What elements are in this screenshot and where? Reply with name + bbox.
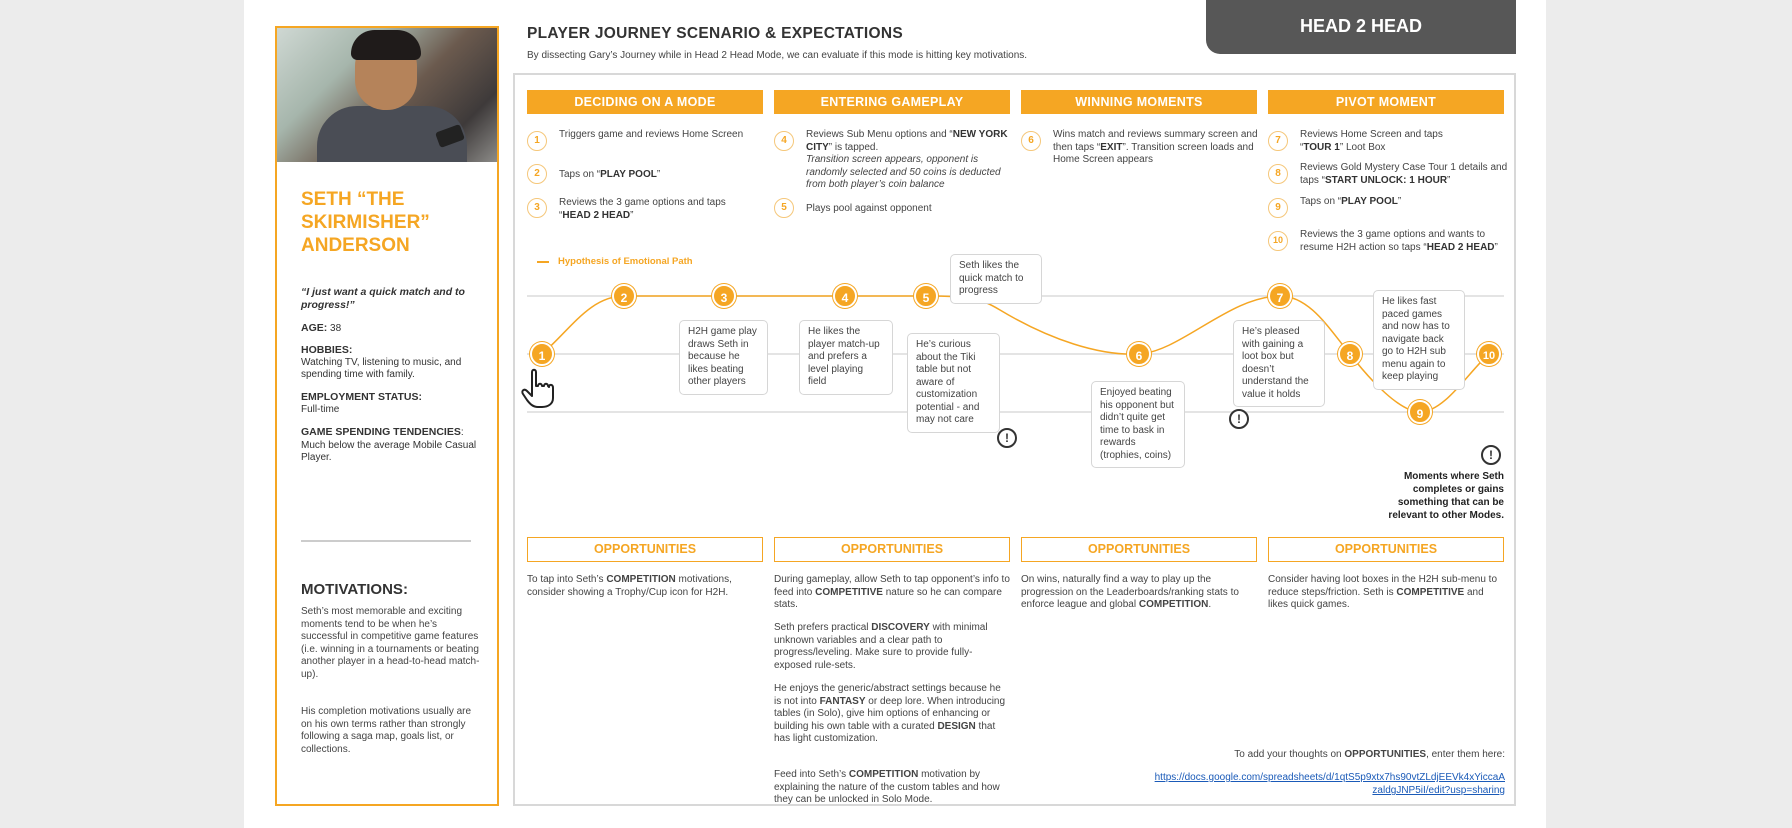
- employment-label: EMPLOYMENT STATUS:: [301, 391, 422, 403]
- step-number: 2: [527, 164, 547, 184]
- path-node-7: 7: [1268, 284, 1292, 308]
- emotion-bubble-5b: He’s curious about the Tiki table but not aware of customization potential - and may not care: [907, 333, 1000, 433]
- motivations-paragraph-1: Seth’s most memorable and exciting moments tend to be when he’s successful in competitive game features (i.e. winning in a tournaments or beating another player in a head-to-head match-up).: [301, 606, 480, 680]
- step-number: 10: [1268, 231, 1288, 251]
- phase-header-winning: WINNING MOMENTS: [1021, 90, 1257, 114]
- age-value: 38: [330, 323, 342, 334]
- step-text: Taps on “PLAY POOL”: [559, 169, 661, 180]
- opportunities-header: OPPORTUNITIES: [1021, 537, 1257, 562]
- path-node-1: 1: [530, 342, 554, 366]
- phase-header-pivot: PIVOT MOMENT: [1268, 90, 1504, 114]
- moments-legend-note: Moments where Seth completes or gains something that can be relevant to other Modes.: [1388, 471, 1504, 521]
- opportunities-header: OPPORTUNITIES: [774, 537, 1010, 562]
- step-text: Reviews Gold Mystery Case Tour 1 details and taps “START UNLOCK: 1 HOUR”: [1300, 162, 1508, 186]
- persona-name: SETH “THE SKIRMISHER” ANDERSON: [301, 189, 430, 256]
- spending-label: GAME SPENDING TENDENCIES: [301, 426, 461, 438]
- path-node-2: 2: [612, 284, 636, 308]
- age-label: AGE:: [301, 322, 328, 334]
- opportunity-text: Feed into Seth’s COMPETITION motivation by explaining the nature of the custom tables and how they can be unlocked in Solo Mode.: [774, 769, 1000, 805]
- step-number: 7: [1268, 131, 1288, 151]
- step-text: Reviews Home Screen and taps “TOUR 1” Loot Box: [1300, 129, 1443, 153]
- emotion-bubble-3: H2H game play draws Seth in because he likes beating other players: [679, 320, 768, 395]
- add-thoughts-note: To add your thoughts on OPPORTUNITIES, enter them here:: [1234, 749, 1505, 760]
- hobbies-value: Watching TV, listening to music, and spending time with family.: [301, 356, 462, 380]
- emotion-bubble-9: He likes fast paced games and now has to navigate back go to H2H sub menu again to keep playing: [1373, 290, 1465, 390]
- motivations-title: MOTIVATIONS:: [301, 581, 408, 598]
- opportunity-text: He enjoys the generic/abstract settings because he is not into FANTASY or deep lore. When introducing tables (in Solo), give him options of enhancing or building his own table with a curated DESIGN that has light customization.: [774, 683, 1006, 744]
- emotional-path-legend: Hypothesis of Emotional Path: [558, 256, 693, 267]
- step-number: 3: [527, 198, 547, 218]
- step-text: Taps on “PLAY POOL”: [1300, 196, 1402, 207]
- opportunity-text: During gameplay, allow Seth to tap opponent’s info to feed into COMPETITIVE nature so he can compare stats.: [774, 574, 1010, 610]
- spending-value: Much below the average Mobile Casual Player.: [301, 439, 477, 463]
- opportunity-text: Seth prefers practical DISCOVERY with minimal unknown variables and a clear path to progress/leveling. Make sure to provide fully-exposed rule-sets.: [774, 622, 988, 671]
- step-text: Reviews Sub Menu options and “NEW YORK CITY” is tapped. Transition screen appears, opponent is randomly selected and 50 coins is deducted from both player’s coin balance: [806, 129, 1008, 190]
- emotion-bubble-4: He likes the player match-up and prefers a level playing field: [799, 320, 893, 395]
- step-text: Wins match and reviews summary screen and then taps “EXIT”. Transition screen loads and Home Screen appears: [1053, 129, 1258, 165]
- path-node-10: 10: [1477, 342, 1501, 366]
- step-number: 4: [774, 131, 794, 151]
- mode-tab: HEAD 2 HEAD: [1206, 0, 1516, 54]
- step-text: Reviews the 3 game options and taps “HEAD 2 HEAD”: [559, 197, 726, 221]
- hand-pointer-icon: [520, 368, 556, 408]
- page-title: PLAYER JOURNEY SCENARIO & EXPECTATIONS: [527, 25, 904, 42]
- exclamation-icon: !: [1481, 445, 1501, 465]
- path-node-5: 5: [914, 284, 938, 308]
- path-node-3: 3: [712, 284, 736, 308]
- page-subtitle: By dissecting Gary’s Journey while in Head 2 Head Mode, we can evaluate if this mode is hitting key motivations.: [527, 50, 1028, 61]
- step-number: 6: [1021, 131, 1041, 151]
- opportunities-header: OPPORTUNITIES: [1268, 537, 1504, 562]
- hobbies-label: HOBBIES:: [301, 344, 353, 356]
- path-node-8: 8: [1338, 342, 1362, 366]
- step-text: Plays pool against opponent: [806, 203, 932, 214]
- step-text: Reviews the 3 game options and wants to resume H2H action so taps “HEAD 2 HEAD”: [1300, 229, 1498, 253]
- persona-quote: “I just want a quick match and to progress!”: [301, 286, 465, 311]
- path-node-4: 4: [833, 284, 857, 308]
- motivations-paragraph-2: His completion motivations usually are on his own terms rather than strongly following a saga map, goals list, or collections.: [301, 706, 472, 755]
- opportunity-text: Consider having loot boxes in the H2H sub-menu to reduce steps/friction. Seth is COMPETITIVE and likes quick games.: [1268, 574, 1498, 610]
- exclamation-icon: !: [1229, 409, 1249, 429]
- step-number: 9: [1268, 198, 1288, 218]
- step-number: 1: [527, 131, 547, 151]
- step-number: 8: [1268, 164, 1288, 184]
- step-number: 5: [774, 198, 794, 218]
- employment-value: Full-time: [301, 403, 340, 415]
- step-text: Triggers game and reviews Home Screen: [559, 129, 744, 140]
- spending-colon: :: [460, 427, 464, 438]
- path-node-9: 9: [1408, 400, 1432, 424]
- path-node-6: 6: [1127, 342, 1151, 366]
- opportunity-text: To tap into Seth’s COMPETITION motivations, consider showing a Trophy/Cup icon for H2H.: [527, 574, 732, 598]
- emotion-bubble-5a: Seth likes the quick match to progress: [950, 254, 1042, 304]
- phase-header-entering: ENTERING GAMEPLAY: [774, 90, 1010, 114]
- phase-header-deciding: DECIDING ON A MODE: [527, 90, 763, 114]
- opportunity-text: On wins, naturally find a way to play up the progression on the Leaderboards/ranking stats to enforce league and global COMPETITION.: [1021, 574, 1239, 610]
- emotion-bubble-7: He’s pleased with gaining a loot box but doesn’t understand the value it holds: [1233, 320, 1325, 407]
- emotion-bubble-6: Enjoyed beating his opponent but didn’t quite get time to bask in rewards (trophies, coins): [1091, 381, 1185, 468]
- opportunities-sheet-link[interactable]: https://docs.google.com/spreadsheets/d/1qtS5p9xtx7hs90vtZLdjEEVk4xYiccaAzaldgJNP5iI/edit?usp=sharing: [1154, 772, 1505, 796]
- opportunities-header: OPPORTUNITIES: [527, 537, 763, 562]
- exclamation-icon: !: [997, 428, 1017, 448]
